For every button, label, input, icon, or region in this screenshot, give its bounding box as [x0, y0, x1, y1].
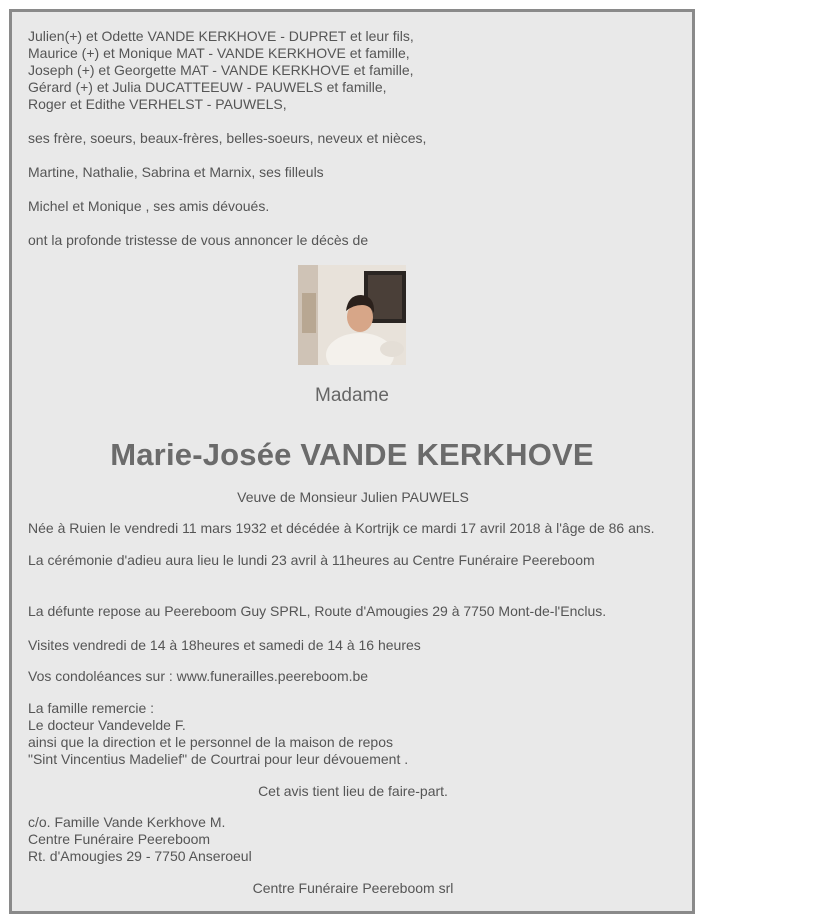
visits-text: Visites vendredi de 14 à 18heures et samedi de 14 à 16 heures [28, 637, 421, 653]
faire-part-text: Cet avis tient lieu de faire-part. [258, 783, 448, 799]
deceased-photo [298, 265, 406, 365]
thanks-line: ainsi que la direction et le personnel de la maison de repos [28, 734, 394, 750]
condolences-text: Vos condoléances sur : www.funerailles.peereboom.be [28, 668, 369, 684]
ceremony-text: La cérémonie d'adieu aura lieu le lundi 23 avril à 11heures au Centre Funéraire Peereboom [28, 552, 595, 568]
footer-text: Centre Funéraire Peereboom srl [252, 880, 454, 896]
address-line: c/o. Famille Vande Kerkhove M. [28, 814, 226, 830]
friends-text: Michel et Monique , ses amis dévoués. [28, 198, 270, 214]
thanks-line: "Sint Vincentius Madelief" de Courtrai pour leur dévouement . [28, 751, 409, 767]
family-line: Julien(+) et Odette VANDE KERKHOVE - DUPRET et leur fils, [28, 28, 414, 44]
family-line: Maurice (+) et Monique MAT - VANDE KERKHOVE et famille, [28, 45, 410, 61]
rest-location-text: La défunte repose au Peereboom Guy SPRL, Route d'Amougies 29 à 7750 Mont-de-l'Enclus. [28, 603, 607, 619]
siblings-text: ses frère, soeurs, beaux-frères, belles-soeurs, neveux et nièces, [28, 130, 427, 146]
godchildren-text: Martine, Nathalie, Sabrina et Marnix, ses filleuls [28, 164, 324, 180]
birth-death-text: Née à Ruien le vendredi 11 mars 1932 et décédée à Kortrijk ce mardi 17 avril 2018 à l'âge de 86 ans. [28, 520, 655, 536]
thanks-block [28, 700, 678, 768]
obituary-card [9, 9, 695, 914]
family-line: Roger et Edithe VERHELST - PAUWELS, [28, 96, 287, 112]
family-line: Gérard (+) et Julia DUCATTEEUW - PAUWELS et famille, [28, 79, 387, 95]
announcement-text: ont la profonde tristesse de vous annoncer le décès de [28, 232, 369, 248]
family-list [28, 28, 678, 113]
thanks-line: La famille remercie : [28, 700, 155, 716]
thanks-line: Le docteur Vandevelde F. [28, 717, 186, 733]
spouse-text: Veuve de Monsieur Julien PAUWELS [237, 489, 469, 505]
address-block [28, 814, 678, 865]
address-line: Rt. d'Amougies 29 - 7750 Anseroeul [28, 848, 252, 864]
honorific: Madame [315, 385, 389, 406]
address-line: Centre Funéraire Peereboom [28, 831, 211, 847]
deceased-name: Marie-Josée VANDE KERKHOVE [110, 437, 594, 472]
family-line: Joseph (+) et Georgette MAT - VANDE KERKHOVE et famille, [28, 62, 414, 78]
